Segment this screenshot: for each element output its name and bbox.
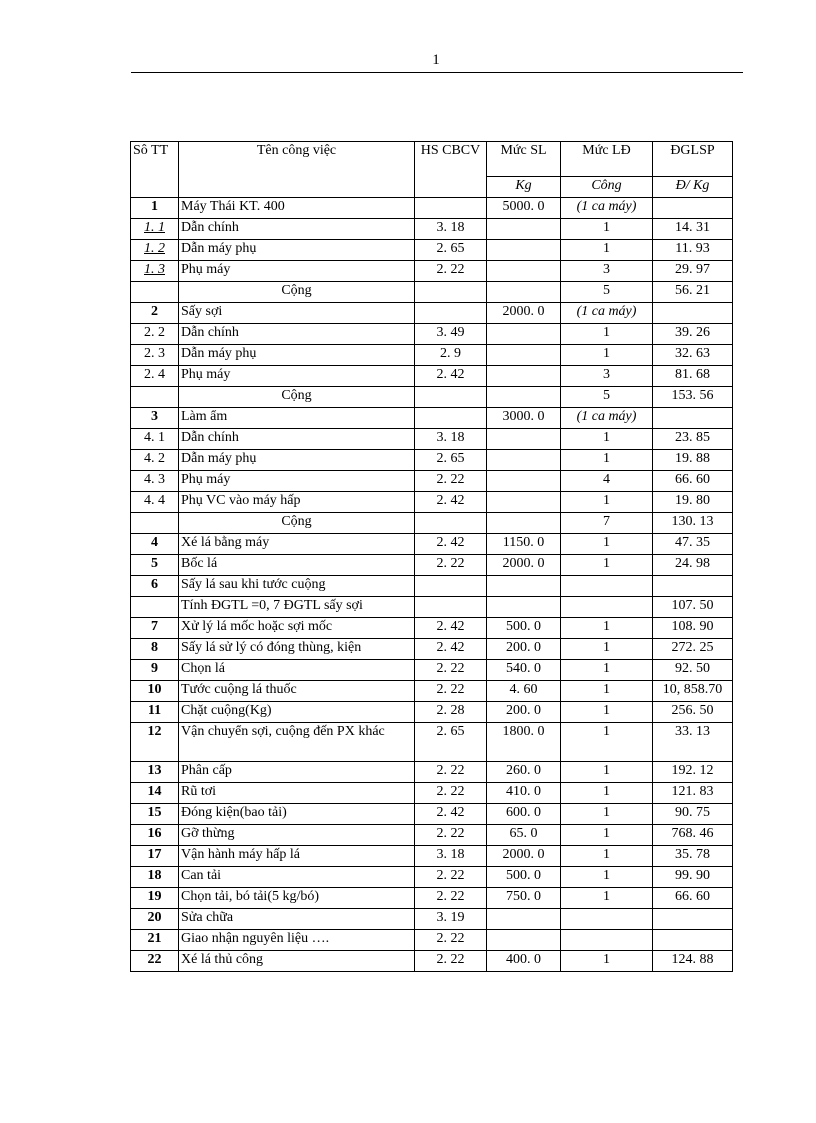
table-row xyxy=(131,804,733,825)
cell-output-norm xyxy=(487,492,561,513)
cell-unit-wage: 192. 12 xyxy=(653,762,733,783)
cell-unit-wage xyxy=(653,198,733,219)
cell-job-name: Dẫn chính xyxy=(179,324,415,345)
cell-unit-wage: 124. 88 xyxy=(653,951,733,972)
table-row xyxy=(131,303,733,324)
table-row xyxy=(131,783,733,804)
cell-output-norm: 500. 0 xyxy=(487,867,561,888)
cell-job-name: Chọn lá xyxy=(179,660,415,681)
cell-unit-wage xyxy=(653,303,733,324)
cell-labor-norm: 3 xyxy=(561,261,653,282)
cell-hs-cbcv: 2. 22 xyxy=(415,762,487,783)
cell-job-name: Giao nhận nguyên liệu …. xyxy=(179,930,415,951)
cell-output-norm: 540. 0 xyxy=(487,660,561,681)
cell-hs-cbcv: 2. 42 xyxy=(415,618,487,639)
cell-output-norm: 2000. 0 xyxy=(487,555,561,576)
table-row xyxy=(131,324,733,345)
cell-unit-wage: 39. 26 xyxy=(653,324,733,345)
cell-job-name: Tước cuộng lá thuốc xyxy=(179,681,415,702)
cell-unit-wage: 66. 60 xyxy=(653,888,733,909)
unit-unit-wage: Đ/ Kg xyxy=(653,177,733,198)
cell-stt: 4. 3 xyxy=(131,471,179,492)
cell-stt: 21 xyxy=(131,930,179,951)
cell-job-name: Sấy lá sử lý có đóng thùng, kiện xyxy=(179,639,415,660)
cell-job-name: Dẫn máy phụ xyxy=(179,450,415,471)
cell-stt: 13 xyxy=(131,762,179,783)
cell-output-norm: 65. 0 xyxy=(487,825,561,846)
cell-job-name: Xử lý lá mốc hoặc sợi mốc xyxy=(179,618,415,639)
cell-output-norm xyxy=(487,930,561,951)
table-row xyxy=(131,492,733,513)
cell-job-name: Máy Thái KT. 400 xyxy=(179,198,415,219)
cell-stt: 9 xyxy=(131,660,179,681)
header-stt: Sô TT xyxy=(131,142,179,198)
cell-hs-cbcv: 2. 9 xyxy=(415,345,487,366)
cell-stt: 10 xyxy=(131,681,179,702)
cell-labor-norm: 1 xyxy=(561,702,653,723)
header-labor-norm: Mức LĐ xyxy=(561,142,653,177)
cell-output-norm: 4. 60 xyxy=(487,681,561,702)
cell-job-name: Phân cấp xyxy=(179,762,415,783)
cell-unit-wage xyxy=(653,930,733,951)
cell-job-name: Dẫn máy phụ xyxy=(179,345,415,366)
cell-job-name: Xé lá bằng máy xyxy=(179,534,415,555)
cell-hs-cbcv: 2. 22 xyxy=(415,261,487,282)
table-row xyxy=(131,681,733,702)
cell-stt: 17 xyxy=(131,846,179,867)
cell-hs-cbcv: 2. 22 xyxy=(415,783,487,804)
cell-unit-wage: 35. 78 xyxy=(653,846,733,867)
cell-unit-wage: 66. 60 xyxy=(653,471,733,492)
cell-output-norm: 410. 0 xyxy=(487,783,561,804)
cell-stt: 4. 1 xyxy=(131,429,179,450)
header-row xyxy=(131,142,733,177)
cell-hs-cbcv: 2. 22 xyxy=(415,555,487,576)
table-row xyxy=(131,471,733,492)
cell-job-name: Tính ĐGTL =0, 7 ĐGTL sấy sợi xyxy=(179,597,415,618)
header-output-norm: Mức SL xyxy=(487,142,561,177)
cell-stt xyxy=(131,282,179,303)
cell-labor-norm: 4 xyxy=(561,471,653,492)
cell-labor-norm: 1 xyxy=(561,534,653,555)
cell-job-name: Đóng kiện(bao tải) xyxy=(179,804,415,825)
cell-hs-cbcv: 2. 22 xyxy=(415,825,487,846)
cell-labor-norm: 1 xyxy=(561,429,653,450)
cell-job-name: Chặt cuộng(Kg) xyxy=(179,702,415,723)
table-row xyxy=(131,198,733,219)
cell-labor-norm xyxy=(561,576,653,597)
cell-output-norm xyxy=(487,450,561,471)
cell-hs-cbcv: 2. 22 xyxy=(415,888,487,909)
cell-hs-cbcv xyxy=(415,198,487,219)
cell-stt xyxy=(131,513,179,534)
table-row xyxy=(131,513,733,534)
cell-job-name: Phụ máy xyxy=(179,261,415,282)
table-row xyxy=(131,660,733,681)
cell-job-name: Can tải xyxy=(179,867,415,888)
table-row xyxy=(131,261,733,282)
cell-stt: 7 xyxy=(131,618,179,639)
cell-output-norm: 3000. 0 xyxy=(487,408,561,429)
cell-job-name: Sấy sợi xyxy=(179,303,415,324)
cell-labor-norm: 1 xyxy=(561,492,653,513)
cell-unit-wage: 14. 31 xyxy=(653,219,733,240)
cell-output-norm xyxy=(487,261,561,282)
table-row xyxy=(131,702,733,723)
table-row xyxy=(131,951,733,972)
cell-hs-cbcv xyxy=(415,597,487,618)
cell-output-norm: 2000. 0 xyxy=(487,303,561,324)
header-hs-cbcv: HS CBCV xyxy=(415,142,487,198)
cell-stt: 12 xyxy=(131,723,179,762)
cell-job-name: Phụ máy xyxy=(179,366,415,387)
cell-labor-norm xyxy=(561,930,653,951)
table-row xyxy=(131,846,733,867)
cell-job-name: Sửa chữa xyxy=(179,909,415,930)
cell-job-name: Vận hành máy hấp lá xyxy=(179,846,415,867)
cell-stt xyxy=(131,597,179,618)
cell-hs-cbcv: 2. 22 xyxy=(415,951,487,972)
cell-output-norm xyxy=(487,513,561,534)
cell-unit-wage xyxy=(653,408,733,429)
cell-hs-cbcv xyxy=(415,408,487,429)
cell-unit-wage: 130. 13 xyxy=(653,513,733,534)
cell-hs-cbcv xyxy=(415,513,487,534)
cell-unit-wage: 90. 75 xyxy=(653,804,733,825)
cell-job-name: Gỡ thừng xyxy=(179,825,415,846)
cell-stt: 6 xyxy=(131,576,179,597)
cell-labor-norm: 1 xyxy=(561,951,653,972)
cell-job-name: Chọn tải, bó tải(5 kg/bó) xyxy=(179,888,415,909)
cell-labor-norm: 1 xyxy=(561,660,653,681)
unit-labor-norm: Công xyxy=(561,177,653,198)
cell-output-norm: 600. 0 xyxy=(487,804,561,825)
cell-hs-cbcv: 2. 42 xyxy=(415,492,487,513)
cell-labor-norm: 5 xyxy=(561,387,653,408)
cell-labor-norm: 1 xyxy=(561,240,653,261)
table-row xyxy=(131,366,733,387)
cell-stt: 4 xyxy=(131,534,179,555)
table-row xyxy=(131,534,733,555)
cell-stt: 2. 4 xyxy=(131,366,179,387)
cell-labor-norm: 1 xyxy=(561,555,653,576)
cell-output-norm: 5000. 0 xyxy=(487,198,561,219)
cell-job-name: Phụ VC vào máy hấp xyxy=(179,492,415,513)
cell-hs-cbcv xyxy=(415,303,487,324)
cell-output-norm: 1800. 0 xyxy=(487,723,561,762)
cell-labor-norm: 5 xyxy=(561,282,653,303)
cell-hs-cbcv: 2. 42 xyxy=(415,366,487,387)
cell-job-name: Bốc lá xyxy=(179,555,415,576)
cell-hs-cbcv: 2. 65 xyxy=(415,723,487,762)
cell-output-norm xyxy=(487,429,561,450)
cell-job-name: Cộng xyxy=(179,513,415,534)
cell-job-name: Rũ tơi xyxy=(179,783,415,804)
cell-stt: 1. 3 xyxy=(131,261,179,282)
cell-stt: 14 xyxy=(131,783,179,804)
cell-hs-cbcv: 2. 22 xyxy=(415,660,487,681)
cell-output-norm xyxy=(487,240,561,261)
cell-output-norm xyxy=(487,324,561,345)
cell-stt: 1. 2 xyxy=(131,240,179,261)
cell-labor-norm: 1 xyxy=(561,618,653,639)
cell-output-norm: 1150. 0 xyxy=(487,534,561,555)
cell-labor-norm: 1 xyxy=(561,888,653,909)
cell-hs-cbcv: 2. 22 xyxy=(415,681,487,702)
cell-labor-norm: 1 xyxy=(561,804,653,825)
table-row xyxy=(131,639,733,660)
wage-rate-table xyxy=(130,141,733,972)
cell-labor-norm: 7 xyxy=(561,513,653,534)
table-row xyxy=(131,282,733,303)
cell-labor-norm: 1 xyxy=(561,681,653,702)
cell-job-name: Dẫn chính xyxy=(179,219,415,240)
cell-stt: 1. 1 xyxy=(131,219,179,240)
cell-job-name: Vận chuyển sợi, cuộng đến PX khác xyxy=(179,723,415,762)
cell-output-norm: 500. 0 xyxy=(487,618,561,639)
table-row xyxy=(131,825,733,846)
table-row xyxy=(131,930,733,951)
cell-stt: 2 xyxy=(131,303,179,324)
table-row xyxy=(131,867,733,888)
cell-hs-cbcv: 2. 42 xyxy=(415,534,487,555)
cell-labor-norm: (1 ca máy) xyxy=(561,303,653,324)
cell-hs-cbcv: 2. 28 xyxy=(415,702,487,723)
cell-output-norm xyxy=(487,576,561,597)
cell-labor-norm: 1 xyxy=(561,723,653,762)
table-row xyxy=(131,450,733,471)
cell-unit-wage: 121. 83 xyxy=(653,783,733,804)
cell-stt: 4. 2 xyxy=(131,450,179,471)
cell-output-norm: 400. 0 xyxy=(487,951,561,972)
table-row xyxy=(131,387,733,408)
table-row xyxy=(131,909,733,930)
cell-output-norm: 260. 0 xyxy=(487,762,561,783)
cell-unit-wage: 108. 90 xyxy=(653,618,733,639)
cell-stt: 19 xyxy=(131,888,179,909)
cell-job-name: Phụ máy xyxy=(179,471,415,492)
cell-unit-wage xyxy=(653,909,733,930)
cell-unit-wage: 92. 50 xyxy=(653,660,733,681)
cell-unit-wage: 107. 50 xyxy=(653,597,733,618)
cell-unit-wage: 99. 90 xyxy=(653,867,733,888)
cell-labor-norm: 1 xyxy=(561,324,653,345)
page-number: 1 xyxy=(432,52,440,68)
cell-stt: 4. 4 xyxy=(131,492,179,513)
cell-output-norm xyxy=(487,909,561,930)
cell-output-norm xyxy=(487,345,561,366)
cell-unit-wage: 32. 63 xyxy=(653,345,733,366)
cell-unit-wage: 768. 46 xyxy=(653,825,733,846)
cell-output-norm: 2000. 0 xyxy=(487,846,561,867)
cell-unit-wage: 29. 97 xyxy=(653,261,733,282)
cell-hs-cbcv: 3. 18 xyxy=(415,846,487,867)
cell-hs-cbcv: 2. 22 xyxy=(415,867,487,888)
cell-output-norm xyxy=(487,282,561,303)
cell-hs-cbcv xyxy=(415,282,487,303)
cell-output-norm: 200. 0 xyxy=(487,639,561,660)
cell-unit-wage: 19. 80 xyxy=(653,492,733,513)
cell-labor-norm: 1 xyxy=(561,783,653,804)
table-row xyxy=(131,240,733,261)
cell-hs-cbcv: 2. 42 xyxy=(415,804,487,825)
cell-unit-wage: 33. 13 xyxy=(653,723,733,762)
cell-output-norm xyxy=(487,366,561,387)
cell-unit-wage: 19. 88 xyxy=(653,450,733,471)
cell-job-name: Cộng xyxy=(179,387,415,408)
cell-labor-norm: (1 ca máy) xyxy=(561,408,653,429)
cell-stt: 18 xyxy=(131,867,179,888)
cell-unit-wage: 272. 25 xyxy=(653,639,733,660)
cell-labor-norm: 1 xyxy=(561,345,653,366)
cell-labor-norm xyxy=(561,597,653,618)
cell-job-name: Cộng xyxy=(179,282,415,303)
cell-unit-wage: 10, 858.70 xyxy=(653,681,733,702)
cell-stt: 15 xyxy=(131,804,179,825)
cell-labor-norm: 1 xyxy=(561,825,653,846)
cell-stt: 8 xyxy=(131,639,179,660)
table-row xyxy=(131,576,733,597)
cell-job-name: Xé lá thủ công xyxy=(179,951,415,972)
cell-hs-cbcv: 3. 49 xyxy=(415,324,487,345)
cell-unit-wage: 153. 56 xyxy=(653,387,733,408)
cell-hs-cbcv: 3. 19 xyxy=(415,909,487,930)
cell-unit-wage: 56. 21 xyxy=(653,282,733,303)
cell-stt: 5 xyxy=(131,555,179,576)
cell-hs-cbcv: 2. 22 xyxy=(415,471,487,492)
unit-output-norm: Kg xyxy=(487,177,561,198)
cell-stt: 2. 3 xyxy=(131,345,179,366)
cell-output-norm: 750. 0 xyxy=(487,888,561,909)
cell-labor-norm: 1 xyxy=(561,762,653,783)
cell-job-name: Làm ẩm xyxy=(179,408,415,429)
cell-stt: 2. 2 xyxy=(131,324,179,345)
cell-stt: 3 xyxy=(131,408,179,429)
cell-job-name: Dẫn máy phụ xyxy=(179,240,415,261)
table-row xyxy=(131,723,733,762)
cell-stt: 22 xyxy=(131,951,179,972)
cell-stt: 20 xyxy=(131,909,179,930)
table-row xyxy=(131,429,733,450)
cell-labor-norm: 1 xyxy=(561,846,653,867)
cell-unit-wage: 11. 93 xyxy=(653,240,733,261)
cell-hs-cbcv: 2. 65 xyxy=(415,240,487,261)
cell-job-name: Dẫn chính xyxy=(179,429,415,450)
cell-unit-wage: 47. 35 xyxy=(653,534,733,555)
table-row xyxy=(131,762,733,783)
table-row xyxy=(131,888,733,909)
cell-unit-wage xyxy=(653,576,733,597)
cell-output-norm: 200. 0 xyxy=(487,702,561,723)
cell-stt xyxy=(131,387,179,408)
header-unit-wage: ĐGLSP xyxy=(653,142,733,177)
cell-hs-cbcv: 3. 18 xyxy=(415,219,487,240)
cell-output-norm xyxy=(487,219,561,240)
cell-hs-cbcv xyxy=(415,387,487,408)
header-rule xyxy=(131,72,743,73)
table-row xyxy=(131,597,733,618)
cell-hs-cbcv: 2. 22 xyxy=(415,930,487,951)
cell-output-norm xyxy=(487,471,561,492)
cell-stt: 1 xyxy=(131,198,179,219)
cell-hs-cbcv xyxy=(415,576,487,597)
cell-hs-cbcv: 2. 42 xyxy=(415,639,487,660)
table-row xyxy=(131,219,733,240)
table-row xyxy=(131,408,733,429)
cell-labor-norm xyxy=(561,909,653,930)
cell-job-name: Sấy lá sau khi tước cuộng xyxy=(179,576,415,597)
cell-hs-cbcv: 3. 18 xyxy=(415,429,487,450)
cell-labor-norm: 1 xyxy=(561,867,653,888)
cell-unit-wage: 81. 68 xyxy=(653,366,733,387)
table-row xyxy=(131,555,733,576)
cell-stt: 16 xyxy=(131,825,179,846)
cell-unit-wage: 23. 85 xyxy=(653,429,733,450)
cell-labor-norm: 3 xyxy=(561,366,653,387)
header-job-name: Tên công việc xyxy=(179,142,415,198)
table-row xyxy=(131,345,733,366)
cell-unit-wage: 256. 50 xyxy=(653,702,733,723)
cell-unit-wage: 24. 98 xyxy=(653,555,733,576)
cell-output-norm xyxy=(487,387,561,408)
cell-labor-norm: 1 xyxy=(561,219,653,240)
cell-labor-norm: (1 ca máy) xyxy=(561,198,653,219)
table-row xyxy=(131,618,733,639)
cell-labor-norm: 1 xyxy=(561,450,653,471)
cell-hs-cbcv: 2. 65 xyxy=(415,450,487,471)
cell-labor-norm: 1 xyxy=(561,639,653,660)
cell-output-norm xyxy=(487,597,561,618)
cell-stt: 11 xyxy=(131,702,179,723)
